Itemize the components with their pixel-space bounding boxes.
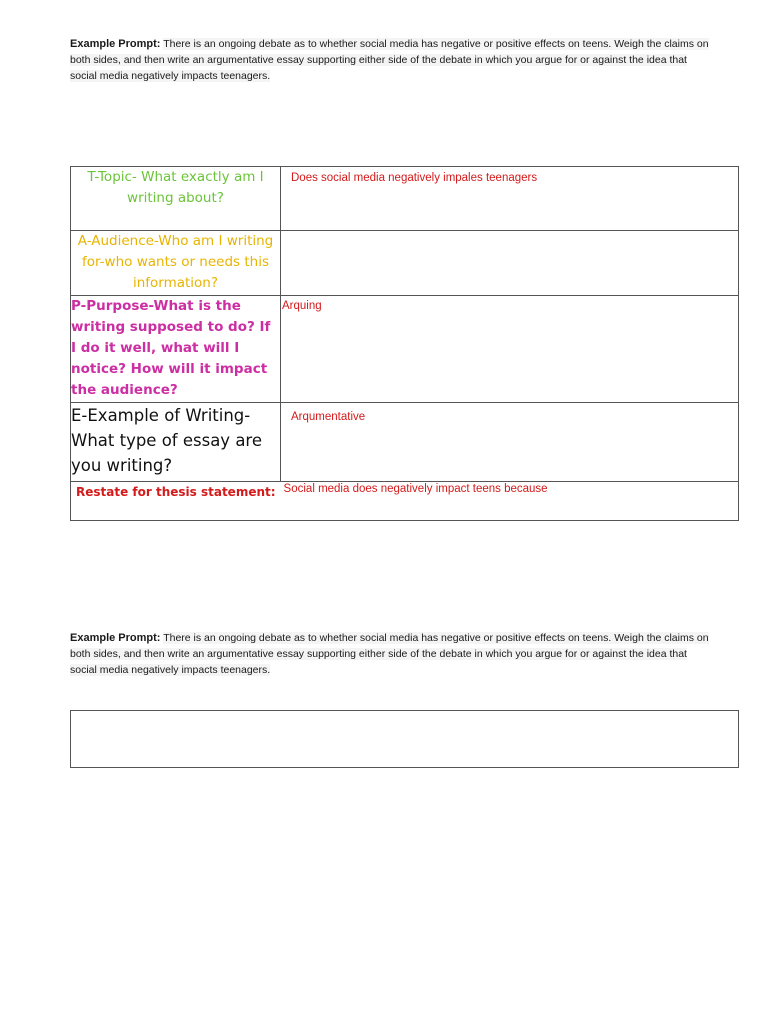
tape-organizer-table [70, 166, 739, 521]
prompt-label: Example Prompt: [70, 38, 161, 50]
topic-answer[interactable]: Does social media negatively impales teenagers [291, 172, 538, 184]
purpose-answer-cell[interactable] [281, 296, 739, 403]
prompt-text: There is an ongoing debate as to whether social media has negative or positive effects on teens. Weigh the claims on both sides, and then write an argumentative essay supporting either side of the debate in which you argue for or against the idea that social media negatively impacts teenagers. [70, 632, 709, 676]
topic-answer-cell[interactable] [281, 167, 739, 231]
example-label: E-Example of Writing- What type of essay are you writing? [71, 403, 281, 482]
table-row-topic [71, 167, 739, 231]
example-answer[interactable]: Arqumentative [291, 411, 366, 423]
purpose-answer[interactable]: Arquing [282, 300, 322, 312]
table-row-thesis [71, 482, 739, 521]
audience-answer-cell[interactable] [281, 231, 739, 296]
purpose-label: P-Purpose-What is the writing supposed to do? If I do it well, what will I notice? How will it impact the audience? [71, 296, 281, 403]
thesis-answer[interactable]: Social media does negatively impact teens because [283, 483, 548, 495]
prompt-text: There is an ongoing debate as to whether social media has negative or positive effects on teens. Weigh the claims on both sides, and then write an argumentative essay supporting either side of the debate in which you argue for or against the idea that social media negatively impacts teenagers. [70, 38, 709, 82]
thesis-cell[interactable] [71, 482, 739, 521]
prompt-label: Example Prompt: [70, 632, 161, 644]
topic-label: T-Topic- What exactly am I writing about? [71, 167, 281, 231]
example-answer-cell[interactable] [281, 403, 739, 482]
example-prompt-top [70, 36, 710, 84]
example-prompt-bottom [70, 630, 710, 678]
empty-answer-box[interactable] [70, 710, 739, 768]
thesis-label: Restate for thesis statement: [76, 485, 276, 499]
table-row-purpose [71, 296, 739, 403]
table-row-audience [71, 231, 739, 296]
table-row-example [71, 403, 739, 482]
audience-label: A-Audience-Who am I writing for-who wants or needs this information? [71, 231, 281, 296]
audience-answer[interactable] [281, 231, 738, 236]
